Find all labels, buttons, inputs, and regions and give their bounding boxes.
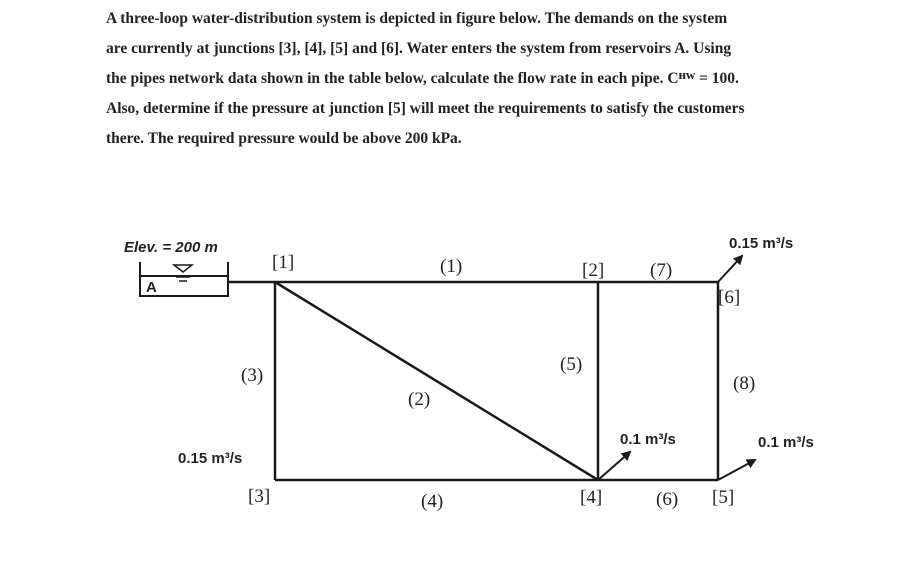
pipe-1-label: (1) — [440, 256, 463, 277]
junction-2-label: [2] — [582, 260, 605, 281]
demand-6-label: 0.15 m³/s — [729, 235, 794, 252]
pipe-8-label: (8) — [733, 373, 756, 394]
demand-5-label: 0.1 m³/s — [758, 434, 814, 451]
demand-3-label: 0.15 m³/s — [178, 450, 243, 467]
pipe-2-label: (2) — [408, 389, 431, 410]
pipe-6-label: (6) — [656, 489, 679, 510]
pipe-3-label: (3) — [241, 365, 264, 386]
pipe-4-label: (4) — [421, 491, 444, 512]
junction-4-label: [4] — [580, 487, 603, 508]
junction-6-label: [6] — [718, 287, 741, 308]
junction-1-label: [1] — [272, 252, 295, 273]
reservoir-elevation: Elev. = 200 m — [124, 239, 218, 256]
demand-4-label: 0.1 m³/s — [620, 431, 676, 448]
problem-line: the pipes network data shown in the table below, calculate the flow rate in each pipe. Cᴴᵂ = 100. — [106, 70, 739, 87]
reservoir-a — [140, 262, 228, 296]
junction-3-label: [3] — [248, 486, 271, 507]
water-level-icon — [174, 265, 192, 272]
problem-line: Also, determine if the pressure at junction [5] will meet the requirements to satisfy the customers — [106, 100, 745, 117]
junction-5-label: [5] — [712, 487, 735, 508]
demand-arrow-5 — [718, 460, 755, 480]
problem-line: there. The required pressure would be above 200 kPa. — [106, 130, 462, 147]
problem-line: are currently at junctions [3], [4], [5] and [6]. Water enters the system from reservoirs A. Using — [106, 40, 732, 57]
demand-arrow-4 — [598, 452, 630, 480]
demand-arrow-6 — [718, 256, 742, 282]
reservoir-label: A — [146, 279, 157, 296]
pipe-5-label: (5) — [560, 354, 583, 375]
problem-line: A three-loop water-distribution system is depicted in figure below. The demands on the system — [106, 10, 728, 27]
pipe-7-label: (7) — [650, 260, 673, 281]
pipe-2 — [275, 282, 598, 480]
